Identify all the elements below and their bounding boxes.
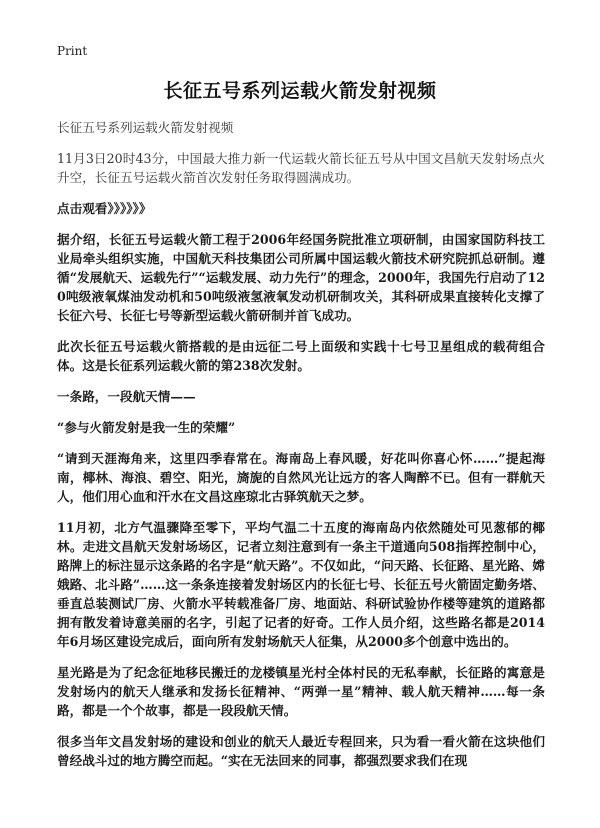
body-paragraph: 据介绍，长征五号运载火箭工程于2006年经国务院批准立项研制，由国家国防科技工业局牵头组织实施，中国航天科技集团公司所属中国运载火箭技术研究院抓总研制。遵循“发展航天、运载先行”“运载发展、动力先行”的理念，2000年，我国先行启动了120吨级液氧煤油发动机和50吨级液氢液氧发动机研制攻关，其科研成果直接转化支撑了长征六号、长征七号等新型运载火箭研制并首飞成功。 bbox=[57, 232, 545, 323]
body-paragraph: “请到天涯海角来，这里四季春常在。海南岛上春风暖，好花叫你喜心怀……”提起海南，椰林、海浪、碧空、阳光，旖旎的自然风光让远方的客人陶醉不已。但有一群航天人，他们用心血和汗水在文昌这座琼北古驿筑航天之梦。 bbox=[57, 451, 545, 504]
body-paragraph: 很多当年文昌发射场的建设和创业的航天人最近专程回来，只为看一看火箭在这块他们曾经战斗过的地方腾空而起。“实在无法回来的同事，都强烈要求我们在现 bbox=[57, 734, 545, 768]
lead-paragraph: 11月3日20时43分，中国最大推力新一代运载火箭长征五号从中国文昌航天发射场点火升空，长征五号运载火箭首次发射任务取得圆满成功。 bbox=[57, 151, 545, 185]
page-title: 长征五号系列运载火箭发射视频 bbox=[163, 80, 437, 102]
section-subheading: “参与火箭发射是我一生的荣耀” bbox=[57, 420, 236, 435]
body-paragraph: 星光路是为了纪念征地移民搬迁的龙楼镇星光村全体村民的无私奉献，长征路的寓意是发射场内的航天人继承和发扬长征精神、“两弹一星”精神、载人航天精神……每一条路，都是一个个故事，都是一段段航天情。 bbox=[57, 665, 545, 718]
print-link[interactable]: Print bbox=[57, 44, 88, 58]
section-heading: 一条路，一段航天情—— bbox=[57, 389, 196, 404]
article-body bbox=[57, 118, 545, 782]
watch-link[interactable]: 点击观看》》》》》》 bbox=[57, 201, 152, 216]
body-paragraph: 11月初，北方气温骤降至零下，平均气温二十五度的海南岛内依然随处可见葱郁的椰林。走进文昌航天发射场场区，记者立刻注意到有一条主干道通向508指挥控制中心，路牌上的标注显示这条路的名字是“航天路”。不仅如此，“问天路、长征路、星光路、嫦娥路、北斗路”……这一条条连接着发射场区内的长征七号、长征五号火箭固定勤务塔、垂直总装测试厂房、火箭水平转载准备厂房、地面站、科研试验协作楼等建筑的道路都拥有散发着诗意美丽的名字，引起了记者的好奇。工作人员介绍，这些路名都是2014年6月场区建设完成后，面向所有发射场航天人征集，从2000多个创意中选出的。 bbox=[57, 520, 545, 649]
body-paragraph: 此次长征五号运载火箭搭载的是由远征二号上面级和实践十七号卫星组成的载荷组合体。这是长征系列运载火箭的第238次发射。 bbox=[57, 339, 545, 373]
subtitle-paragraph: 长征五号系列运载火箭发射视频 bbox=[57, 120, 234, 135]
